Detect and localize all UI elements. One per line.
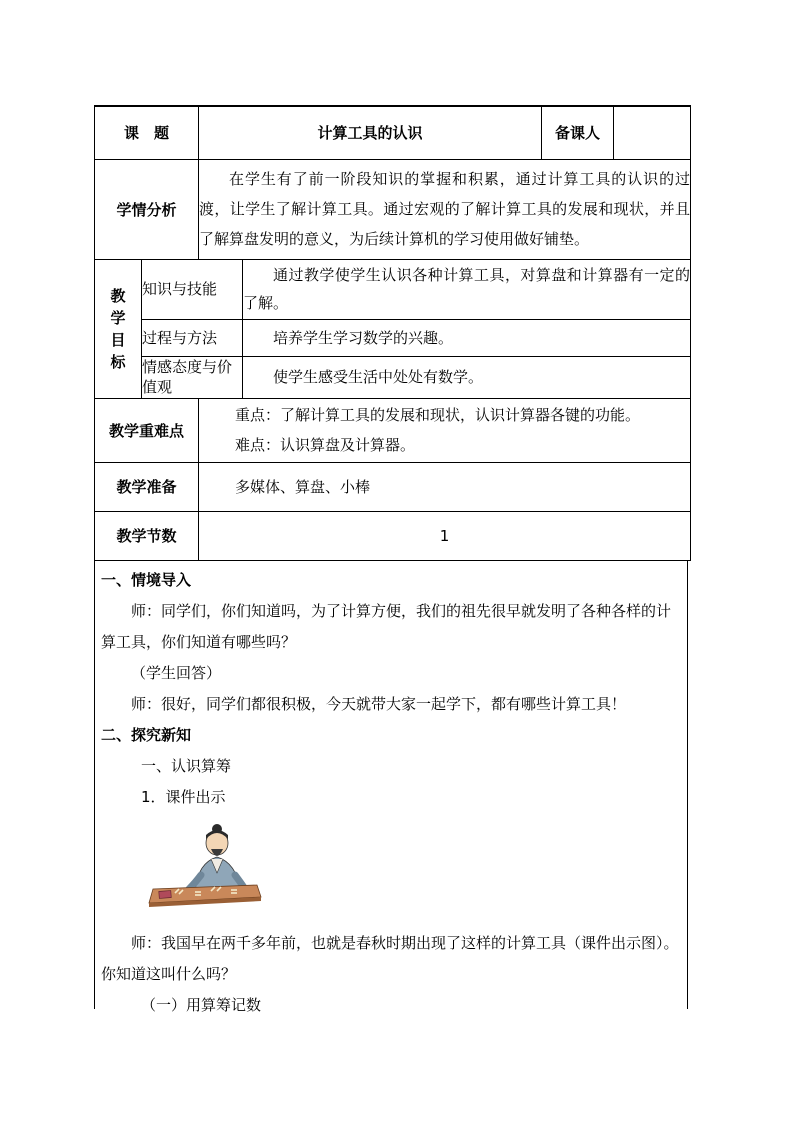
goal-knowledge-label: 知识与技能 — [142, 259, 243, 319]
goal-row-emotion — [95, 356, 691, 398]
preparation-text: 多媒体、算盘、小棒 — [199, 462, 691, 511]
goals-label-char: 标 — [110, 352, 126, 371]
counting-rods-scholar-illustration — [145, 823, 265, 909]
lesson-plan-table — [94, 105, 691, 561]
goal-emotion-label: 情感态度与价值观 — [142, 356, 243, 398]
key-points-difficulty: 难点：认识算盘及计算器。 — [235, 436, 416, 454]
section-1-title: 一、情境导入 — [101, 570, 192, 589]
lesson-paragraph-4: 师：我国早在两千多年前，也就是春秋时期出现了这样的计算工具（课件出示图）。你知道这叫什么吗？ — [101, 933, 679, 983]
item-1: 1．课件出示 — [141, 787, 226, 806]
section-2-title: 二、探究新知 — [101, 725, 192, 744]
lesson-paragraph-2: （学生回答） — [131, 663, 222, 682]
periods-row — [95, 511, 691, 560]
goals-label-char: 学 — [110, 308, 126, 327]
periods-label: 教学节数 — [95, 511, 199, 560]
periods-value: 1 — [199, 511, 691, 560]
goals-label-char: 教 — [110, 286, 126, 305]
key-points-label: 教学重难点 — [95, 398, 199, 462]
lesson-plan-page — [94, 105, 691, 1014]
subsection-2-title: （一）用算筹记数 — [141, 995, 262, 1014]
key-points-row — [95, 398, 691, 462]
preparer-value — [614, 106, 691, 159]
subject-value: 计算工具的认识 — [199, 106, 542, 159]
key-points-cell — [199, 398, 691, 462]
goal-process-label: 过程与方法 — [142, 319, 243, 356]
goal-knowledge-text: 通过教学使学生认识各种计算工具，对算盘和计算器有一定的了解。 — [243, 259, 691, 319]
goal-row-process — [95, 319, 691, 356]
preparation-row — [95, 462, 691, 511]
goal-emotion-text: 使学生感受生活中处处有数学。 — [243, 356, 691, 398]
lesson-body — [94, 561, 688, 1014]
preparer-label: 备课人 — [542, 106, 614, 159]
subsection-1-title: 一、认识算筹 — [141, 756, 232, 775]
goals-label-char: 目 — [110, 330, 126, 349]
analysis-text: 在学生有了前一阶段知识的掌握和积累，通过计算工具的认识的过渡，让学生了解计算工具。通过宏观的了解计算工具的发展和现状，并且了解算盘发明的意义，为后续计算机的学习使用做好铺垫。 — [199, 159, 691, 259]
goals-label-text — [95, 285, 141, 373]
lesson-paragraph-1: 师：同学们，你们知道吗，为了计算方便，我们的祖先很早就发明了各种各样的计算工具，你们知道有哪些吗？ — [101, 601, 672, 651]
preparation-label: 教学准备 — [95, 462, 199, 511]
analysis-label: 学情分析 — [95, 159, 199, 259]
header-row — [95, 106, 691, 159]
analysis-row — [95, 159, 691, 259]
key-points-focus: 重点：了解计算工具的发展和现状，认识计算器各键的功能。 — [235, 406, 641, 424]
subject-label: 课 题 — [95, 106, 199, 159]
lesson-paragraph-3: 师：很好，同学们都很积极，今天就带大家一起学下，都有哪些计算工具！ — [131, 694, 627, 713]
goal-row-knowledge — [95, 259, 691, 319]
goals-label — [95, 259, 142, 398]
goal-process-text: 培养学生学习数学的兴趣。 — [243, 319, 691, 356]
